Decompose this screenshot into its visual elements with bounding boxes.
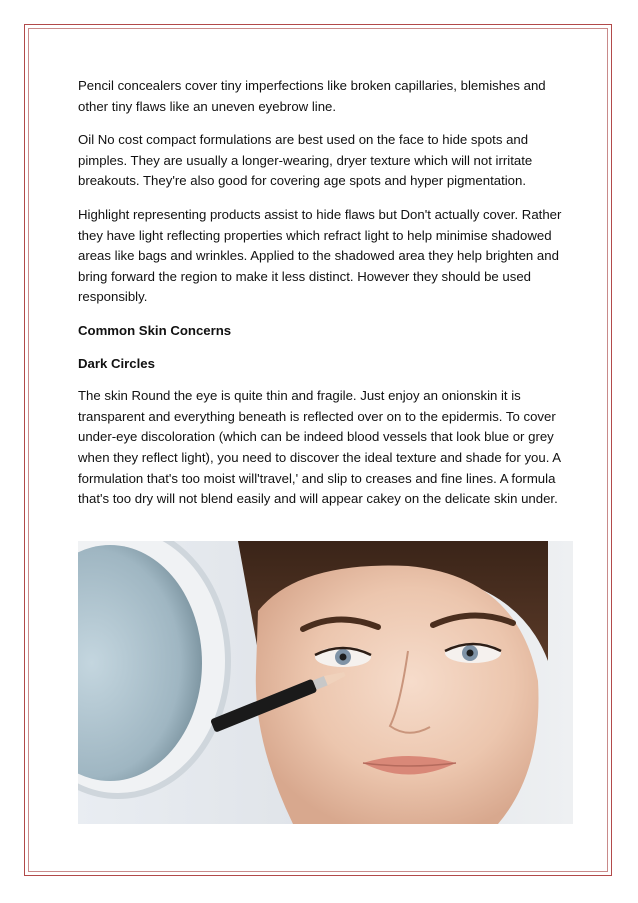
- section-heading: Common Skin Concerns: [78, 322, 232, 338]
- concealer-application-photo: [78, 541, 573, 824]
- document-body: [78, 76, 566, 523]
- paragraph-oil-free-compact: Oil No cost compact formulations are best used on the face to hide spots and pimples. They are usually a longer-wearing, dryer texture which will not irritate breakouts. They're also good for covering age spots and hyper pigmentation.: [78, 132, 533, 189]
- subsection-heading: Dark Circles: [78, 355, 155, 371]
- paragraph-pencil-concealers: Pencil concealers cover tiny imperfections like broken capillaries, blemishes and other tiny flaws like an uneven eyebrow line.: [78, 78, 546, 114]
- paragraph-dark-circles: The skin Round the eye is quite thin and fragile. Just enjoy an onionskin it is transparent and everything beneath is reflected over on to the epidermis. To cover under-eye discoloration (which can be indeed blood vessels that look blue or grey when they reflect light), you need to discover the ideal texture and shade for you. A formulation that's too moist will'travel,' and slip to creases and fine lines. A formula that's too dry will not blend easily and will appear cakey on the delicate skin under.: [78, 388, 561, 507]
- paragraph-highlighters: Highlight representing products assist to hide flaws but Don't actually cover. Rather they have light reflecting properties which refract light to help minimise shadowed areas like bags and wrinkles. Applied to the shadowed area they help brighten and bring forward the region to make it less distinct. However they should be used responsibly.: [78, 206, 562, 305]
